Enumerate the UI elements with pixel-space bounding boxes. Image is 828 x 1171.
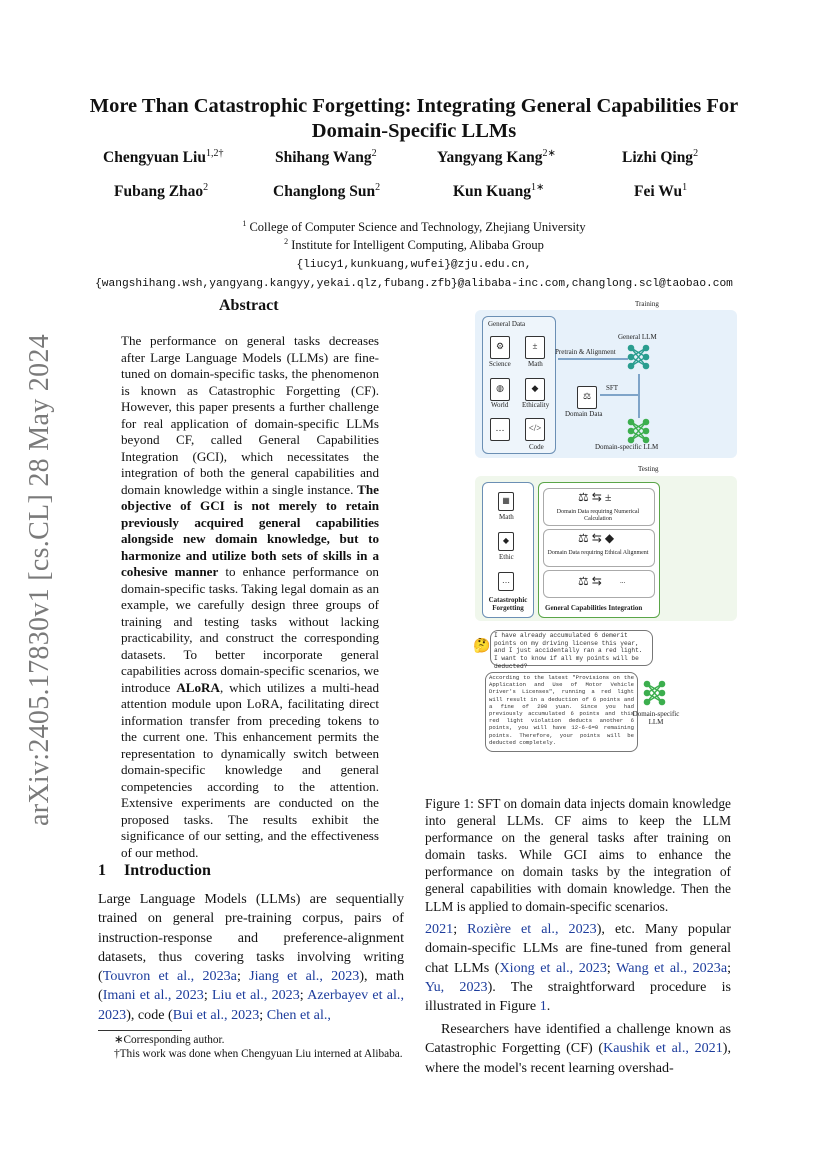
test-more-icon: … [498, 572, 514, 591]
affiliation-2: $^2$ Institute for Intelligent Computing, Alibaba Group [284, 237, 544, 253]
section-heading: 1 Introduction [98, 862, 211, 879]
fig-pretrain-label: Pretrain & Alignment [555, 348, 616, 356]
fig-answer-llm-label: Domain-specific LLM [632, 710, 680, 726]
domain-data-icon: ⚖ [577, 386, 597, 409]
footnote-divider [98, 1030, 182, 1031]
figure-ref-link[interactable]: 1 [539, 998, 547, 1015]
arxiv-sidebar-id: arXiv:2405.17830v1 [cs.CL] 28 May 2024 [24, 333, 55, 826]
fig-domain-data-label: Domain Data [565, 410, 603, 418]
math-icon: ± [525, 336, 545, 359]
intro-right-paragraph-1: 2021; Rozière et al., 2023), etc. Many popular domain-specific LLMs are fine-tuned from general chat LLMs (Xiong et al., 2023; Wang et al., 2023a; Yu, 2023). The straightforward procedure is illustrated in Figure 1. [425, 921, 731, 1015]
author-1: Chengyuan Liu$^{1,2\dagger}$ [103, 148, 224, 167]
fig-training-label: Training [635, 300, 659, 308]
paper-title: More Than Catastrophic Forgetting: Integrating General Capabilities For Domain-Specific LLMs [89, 95, 739, 142]
code-icon: </> [525, 418, 545, 441]
world-icon: ◍ [490, 378, 510, 401]
fig-sft-arrow [600, 394, 638, 396]
fig-row1-label: Domain Data requiring Numerical Calculation [556, 509, 640, 522]
fig-general-llm-label: General LLM [618, 333, 657, 341]
citation-link[interactable]: Rozière et al., 2023 [467, 921, 597, 937]
fig-domain-llm-label: Domain-specific LLM [595, 443, 659, 451]
fig-math-label: Math [528, 360, 543, 368]
email-line-2: {wangshihang.wsh,yangyang.kangyy,yekai.qlz,fubang.zfb}@alibaba-inc.com,changlong.scl@taobao.com [95, 278, 733, 290]
thinking-face-icon: 🤔 [473, 639, 491, 654]
fig-science-label: Science [489, 360, 511, 368]
citation-link[interactable]: Bui et al., 2023 [172, 1006, 260, 1023]
author-5: Fubang Zhao$^2$ [114, 182, 209, 201]
fig-answer-bubble: According to the latest "Provisions on the Application and Use of Motor Vehicle Driver's Licenses", running a red light will result in a deduction of 6 points and a fine of 200 yuan. Since you had previously accumulated 6 points and this red light violation deducts another 6 points, you will have 12-6-6=0 remaining points. Therefore, your points will be deducted completely. [485, 672, 638, 752]
test-ethic-icon: ◆ [498, 532, 514, 551]
test-math-icon: ▦ [498, 492, 514, 511]
citation-link[interactable]: Chen et al., [266, 1006, 331, 1023]
more-icon: … [490, 418, 510, 441]
author-3: Yangyang Kang$^{2∗}$ [437, 148, 556, 167]
citation-link[interactable]: Xiong et al., 2023 [499, 959, 607, 976]
citation-link[interactable]: 2021 [425, 921, 454, 937]
fig-row2-icons: ⚖ ⇆ ◆ [578, 531, 615, 545]
fig-testing-label: Testing [638, 465, 659, 473]
figure-caption: Figure 1: SFT on domain data injects domain knowledge into general LLMs. CF aims to keep the LLM performance on the general tasks after training on domain tasks. While GCI aims to enhance the performance on domain tasks by the integration of general capabilities with domain knowledge. Then the LLM is applied to domain-specific scenarios. [425, 796, 731, 914]
figure-1 [470, 300, 740, 780]
fig-row2-label: Domain Data requiring Ethical Alignment [547, 550, 649, 556]
fig-general-data-label: General Data [488, 320, 526, 328]
fig-row1-icons: ⚖ ⇆ ± [578, 490, 612, 504]
answer-llm-network-icon [642, 678, 668, 708]
fig-row3-dots: ... [620, 577, 626, 585]
citation-link[interactable]: Azerbayev et al., 2023 [98, 987, 404, 1023]
abstract-heading: Abstract [219, 297, 279, 314]
general-llm-network-icon [626, 342, 652, 372]
citation-link[interactable]: Wang et al., 2023a [616, 959, 728, 976]
author-7: Kun Kuang$^{1∗}$ [453, 182, 545, 201]
footnote-2: †This work was done when Chengyuan Liu interned at Alibaba. [114, 1048, 403, 1060]
email-line-1: {liucy1,kunkuang,wufei}@zju.edu.cn, [296, 259, 532, 271]
fig-ethicality-label: Ethicality [522, 401, 550, 409]
abstract-body: The performance on general tasks decreases after Large Language Models (LLMs) are fine-tuned on domain-specific tasks, the phenomenon is known as Catastrophic Forgetting (CF). However, this paper presents a further challenge for real application of domain-specific LLMs beyond CF, called General Capabilities Integration (GCI), which necessitates the integration of both the general capabilities and domain knowledge within a single instance. The objective of GCI is not merely to retain previously acquired general capabilities alongside new domain knowledge, but to harmonize and utilize both sets of skills in a cohesive manner to enhance performance on domain-specific tasks. Taking legal domain as an example, we carefully design three groups of training and testing tasks without lacking practicability, and construct the corresponding datasets. To better incorporate general capabilities across domain-specific scenarios, we introduce ALoRA, which utilizes a multi-head attention module upon LoRA, facilitating direct information transfer from preceding tokens to the current one. This enhancement permits the representation to dynamically switch between domain-specific knowledge and general competencies according to the attention. Extensive experiments are conducted on the proposed tasks. The results exhibit the significance of our setting, and the effectiveness of our method. [121, 333, 379, 860]
fig-down-arrow [638, 374, 640, 418]
science-icon: ⚙ [490, 336, 510, 359]
fig-row3-icons: ⚖ ⇆ [578, 574, 602, 588]
ethicality-icon: ◆ [525, 378, 545, 401]
citation-link[interactable]: Liu et al., 2023 [211, 987, 300, 1004]
citation-link[interactable]: Touvron et al., 2023a [102, 968, 237, 985]
fig-test-ethic-label: Ethic [499, 553, 514, 561]
fig-world-label: World [491, 401, 509, 409]
fig-gci-label: General Capabilities Integration [545, 604, 643, 612]
intro-left-paragraph: Large Language Models (LLMs) are sequentially trained on general pre-training corpus, pairs of instruction-response and preference-alignment datasets, thus covering tasks involving writing (Touvron et al., 2023a; Jiang et al., 2023), math (Imani et al., 2023; Liu et al., 2023; Azerbayev et al., 2023), code (Bui et al., 2023; Chen et al., [98, 891, 404, 1023]
citation-link[interactable]: Kaushik et al., 2021 [603, 1040, 723, 1057]
author-6: Changlong Sun$^2$ [273, 182, 381, 201]
author-2: Shihang Wang$^2$ [275, 148, 377, 167]
author-8: Fei Wu$^1$ [634, 182, 688, 201]
author-4: Lizhi Qing$^2$ [622, 148, 699, 167]
fig-sft-label: SFT [606, 384, 619, 392]
citation-link[interactable]: Jiang et al., 2023 [249, 968, 360, 985]
alora-name: ALoRA [176, 679, 220, 695]
fig-pretrain-arrow [558, 358, 628, 360]
fig-test-math-label: Math [499, 513, 514, 521]
fig-question-bubble: I have already accumulated 6 demerit points on my driving license this year, and I just accidentally ran a red light. I want to know if all my points will be deducted? [490, 630, 653, 666]
domain-llm-network-icon [626, 416, 652, 446]
intro-right-paragraph-2: Researchers have identified a challenge known as Catastrophic Forgetting (CF) (Kaushik et al., 2021), where the model's recent learning overshad- [425, 1021, 731, 1076]
footnote-1: ∗Corresponding author. [114, 1034, 225, 1046]
fig-cf-label: Catastrophic Forgetting [488, 596, 528, 612]
affiliation-1: $^1$ College of Computer Science and Technology, Zhejiang University [242, 219, 586, 235]
fig-code-label: Code [529, 443, 544, 451]
abstract-bold: The objective of GCI is not merely to retain previously acquired general capabilities alongside new domain knowledge, but to harmonize and utilize both sets of skills in a cohesive manner [121, 481, 379, 579]
citation-link[interactable]: Yu, 2023 [425, 978, 488, 995]
citation-link[interactable]: Imani et al., 2023 [102, 987, 204, 1004]
